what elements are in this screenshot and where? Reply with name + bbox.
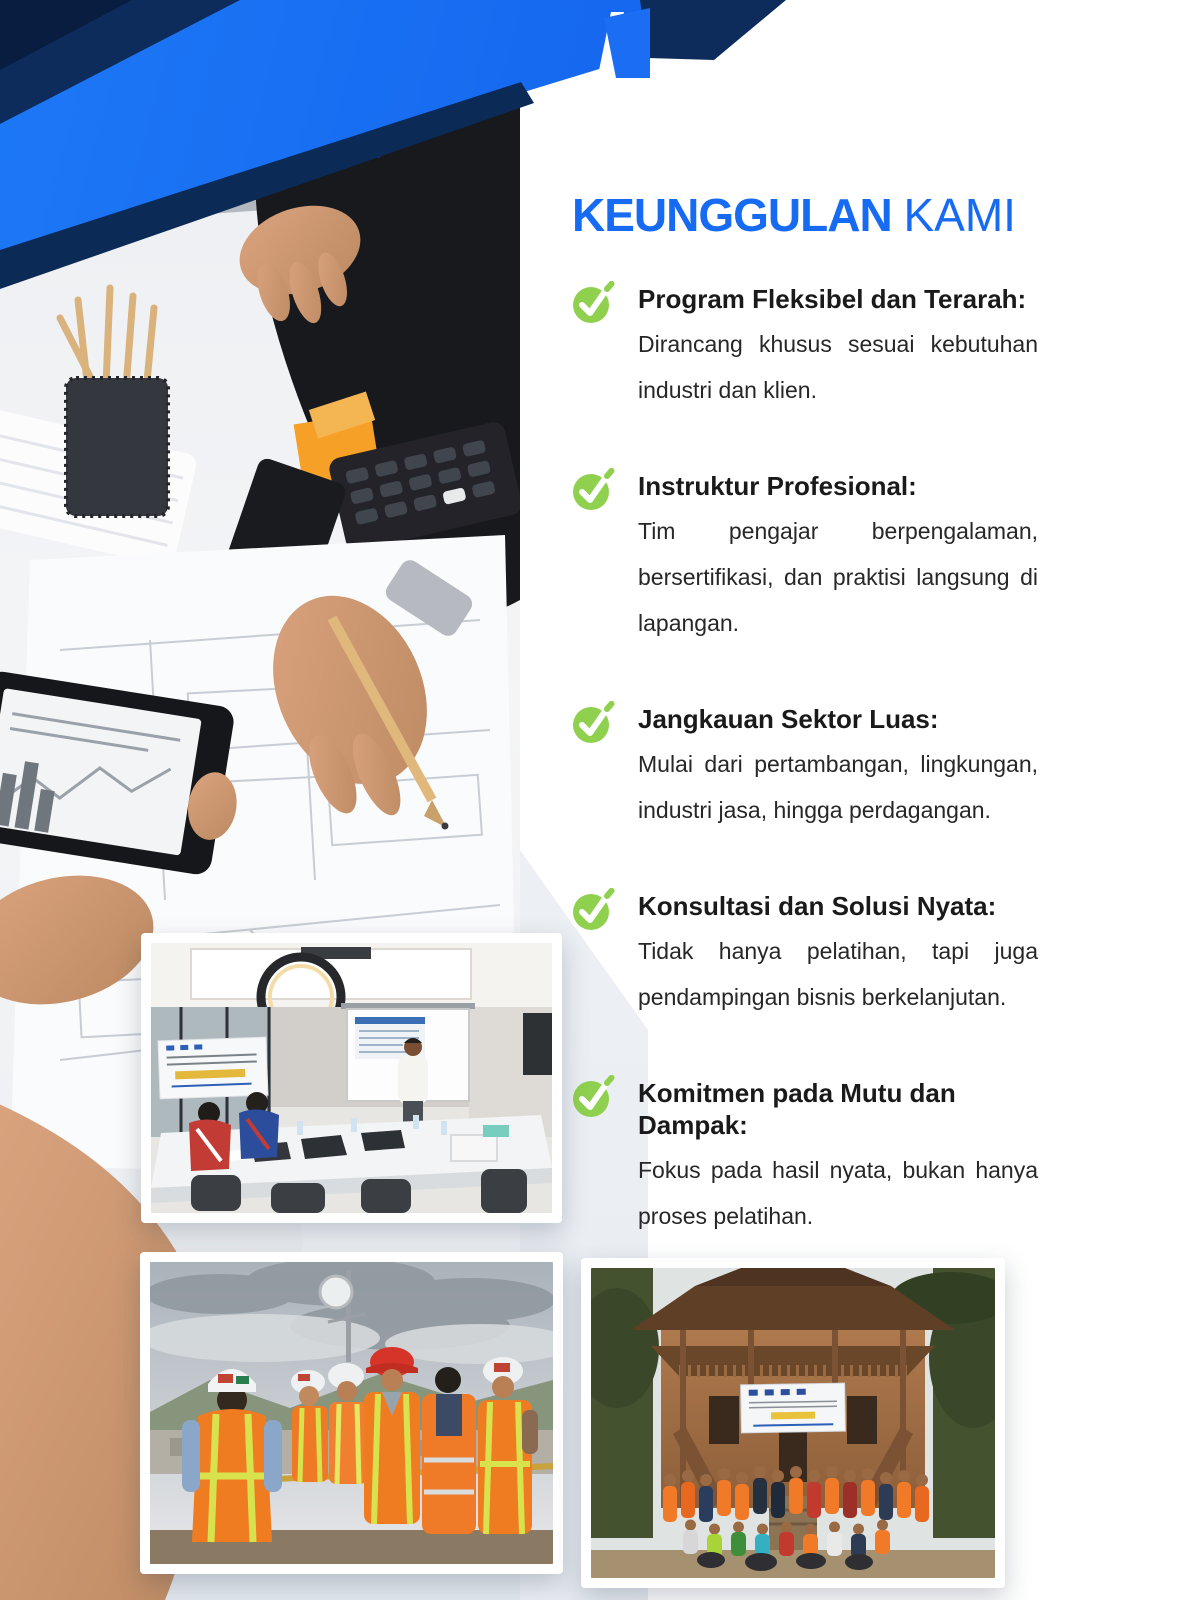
training-banner (158, 1037, 268, 1099)
advantage-heading: Jangkauan Sektor Luas: (638, 704, 939, 734)
advantage-heading: Komitmen pada Mutu dan Dampak: (638, 1078, 956, 1140)
worker-figure (291, 1370, 328, 1482)
field-photo (140, 1252, 563, 1574)
advantage-heading: Konsultasi dan Solusi Nyata: (638, 891, 997, 921)
meeting-photo-scene (151, 943, 552, 1213)
advantage-text (638, 283, 1038, 413)
check-circle-icon (572, 701, 616, 745)
event-banner (741, 1383, 846, 1433)
advantages-section (572, 190, 1040, 1239)
page-title (572, 190, 1040, 240)
group-photo (581, 1258, 1005, 1588)
antenna-dish (320, 1276, 352, 1308)
list-item (572, 283, 1040, 413)
advantage-body: Tim pengajar berpengalaman, bersertifikasi, dan praktisi langsung di lapangan. (638, 518, 1038, 636)
advantage-text (638, 470, 1038, 646)
advantage-heading: Instruktur Profesional: (638, 471, 917, 501)
meeting-photo (141, 933, 562, 1223)
page-title-bold: KEUNGGULAN (572, 189, 892, 241)
advantages-list (572, 283, 1040, 1239)
check-circle-icon (572, 281, 616, 325)
advantage-body: Mulai dari pertambangan, lingkungan, industri jasa, hingga perdagangan. (638, 751, 1038, 823)
advantage-body: Tidak hanya pelatihan, tapi juga pendampingan bisnis berkelanjutan. (638, 938, 1038, 1010)
advantage-text (638, 890, 1038, 1020)
advantage-text (638, 1077, 1038, 1239)
advantage-text (638, 703, 1038, 833)
list-item (572, 470, 1040, 646)
check-circle-icon (572, 888, 616, 932)
list-item (572, 890, 1040, 1020)
list-item (572, 1077, 1040, 1239)
group-photo-scene (591, 1268, 995, 1578)
page-title-light: KAMI (903, 189, 1016, 241)
check-circle-icon (572, 1075, 616, 1119)
advantage-body: Fokus pada hasil nyata, bukan hanya proses pelatihan. (638, 1157, 1038, 1229)
advantage-heading: Program Fleksibel dan Terarah: (638, 284, 1027, 314)
advantage-body: Dirancang khusus sesuai kebutuhan industri dan klien. (638, 331, 1038, 403)
check-circle-icon (572, 468, 616, 512)
field-photo-scene (150, 1262, 553, 1564)
list-item (572, 703, 1040, 833)
